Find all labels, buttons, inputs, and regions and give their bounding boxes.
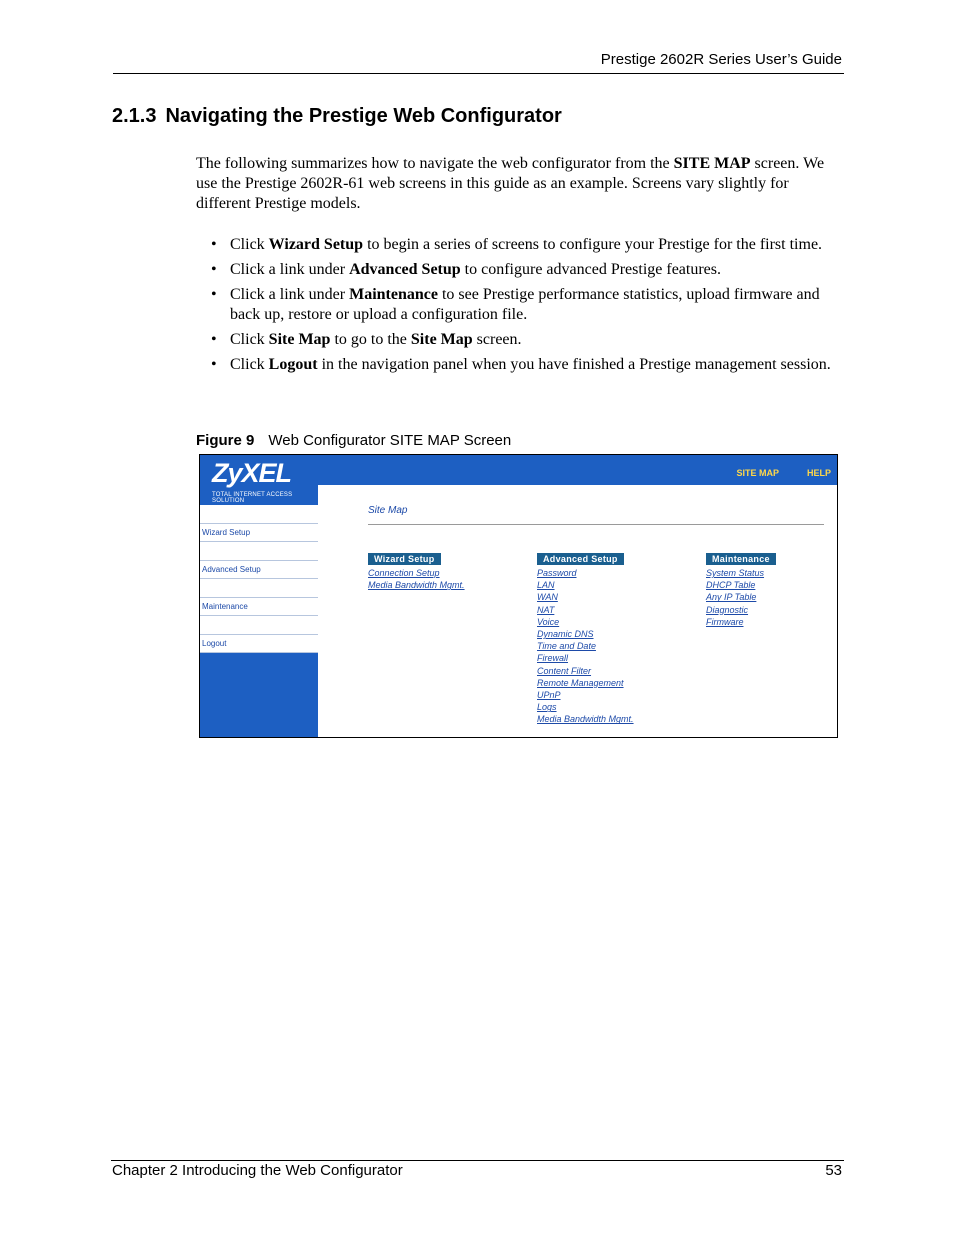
link-media-bandwidth-mgmt[interactable]: Media Bandwidth Mgmt. — [537, 714, 634, 725]
nav-item-advanced-setup[interactable]: Advanced Setup — [200, 561, 318, 579]
figure-title: Web Configurator SITE MAP Screen — [268, 432, 512, 449]
maintenance-heading: Maintenance — [706, 553, 776, 565]
link-system-status[interactable]: System Status — [706, 568, 765, 578]
maintenance-links — [706, 567, 776, 628]
bullet-dot: • — [211, 286, 217, 303]
running-header: Prestige 2602R Series User’s Guide — [600, 51, 842, 68]
bullet-text: Click — [230, 236, 269, 253]
nav-spacer — [200, 579, 318, 598]
navigation-bullet-list — [196, 235, 844, 380]
page-title: Site Map — [368, 505, 408, 516]
zyxel-logo: ZyXEL — [212, 458, 292, 488]
bullet-dot: • — [211, 236, 217, 253]
bullet-bold: Advanced Setup — [349, 261, 461, 278]
nav-menu — [200, 505, 318, 653]
nav-spacer — [200, 616, 318, 635]
bullet-item — [196, 260, 844, 280]
link-firewall[interactable]: Firewall — [537, 653, 569, 664]
bullet-text: screen. — [472, 331, 522, 348]
bullet-item — [196, 330, 844, 350]
intro-text-2: screen. We use the Prestige 2602R-61 web screens in this guide as an example. Screens vary slightly for different Prestige models. — [196, 155, 825, 212]
bullet-bold: Site Map — [268, 331, 331, 348]
bullet-dot: • — [211, 261, 217, 278]
bullet-bold: Wizard Setup — [268, 236, 364, 253]
link-password[interactable]: Password — [537, 568, 577, 578]
bullet-text: Click — [230, 331, 269, 348]
link-remote-management[interactable]: Remote Management — [537, 677, 624, 688]
bullet-text: Click a link under — [230, 261, 350, 278]
figure-label: Figure 9 — [196, 432, 255, 449]
page-number: 53 — [825, 1162, 842, 1179]
bullet-dot: • — [211, 356, 217, 373]
intro-paragraph — [196, 154, 844, 214]
bullet-item — [196, 235, 844, 255]
wizard-setup-heading: Wizard Setup — [368, 553, 441, 565]
wizard-setup-column — [368, 549, 465, 591]
bullet-item — [196, 355, 844, 375]
nav-item-logout[interactable]: Logout — [200, 635, 318, 653]
link-dhcp-table[interactable]: DHCP Table — [706, 580, 756, 591]
link-lan[interactable]: LAN — [537, 580, 555, 591]
header-rule — [113, 73, 844, 74]
bullet-text: Click — [230, 356, 269, 373]
bullet-text: to go to the — [330, 331, 411, 348]
link-content-filter[interactable]: Content Filter — [537, 665, 592, 676]
bullet-bold: Logout — [268, 356, 318, 373]
link-any-ip-table[interactable]: Any IP Table — [706, 592, 757, 603]
top-links — [708, 468, 831, 478]
link-media-bandwidth-mgmt[interactable]: Media Bandwidth Mgmt. — [368, 580, 465, 591]
link-voice[interactable]: Voice — [537, 616, 560, 627]
bullet-text: to begin a series of screens to configure your Prestige for the first time. — [363, 236, 823, 253]
top-banner — [318, 455, 837, 485]
advanced-setup-heading: Advanced Setup — [537, 553, 624, 565]
bullet-bold: Site Map — [410, 331, 473, 348]
section-title: Navigating the Prestige Web Configurator — [165, 105, 562, 127]
logo-tagline: TOTAL INTERNET ACCESS SOLUTION — [212, 492, 293, 504]
intro-text-1: The following summarizes how to navigate the web configurator from the — [196, 155, 674, 172]
help-link[interactable]: HELP — [806, 468, 831, 478]
logo-area — [200, 455, 318, 505]
bullet-text: to see Prestige performance statistics, upload firmware and back up, restore or upload a configuration file. — [230, 286, 820, 323]
bullet-text: Click a link under — [230, 286, 350, 303]
link-connection-setup[interactable]: Connection Setup — [368, 568, 440, 578]
site-map-screenshot — [199, 454, 838, 738]
advanced-setup-links — [537, 567, 634, 726]
nav-spacer — [200, 542, 318, 561]
figure-caption — [196, 432, 511, 449]
bullet-dot: • — [211, 331, 217, 348]
link-firmware[interactable]: Firmware — [706, 616, 744, 627]
link-logs[interactable]: Logs — [537, 702, 557, 713]
link-diagnostic[interactable]: Diagnostic — [706, 604, 749, 615]
bullet-text: to configure advanced Prestige features. — [460, 261, 722, 278]
section-number: 2.1.3 — [112, 105, 157, 127]
title-divider — [368, 524, 824, 525]
bullet-text: in the navigation panel when you have finished a Prestige management session. — [317, 356, 831, 373]
section-heading — [112, 105, 562, 128]
link-dynamic-dns[interactable]: Dynamic DNS — [537, 629, 594, 640]
bullet-item — [196, 285, 844, 325]
maintenance-column — [706, 549, 776, 628]
footer-rule — [111, 1160, 844, 1161]
wizard-setup-links — [368, 567, 465, 591]
link-wan[interactable]: WAN — [537, 592, 558, 603]
link-time-and-date[interactable]: Time and Date — [537, 641, 596, 652]
intro-bold-1: SITE MAP — [673, 155, 751, 172]
bullet-bold: Maintenance — [349, 286, 438, 303]
nav-item-wizard-setup[interactable]: Wizard Setup — [200, 524, 318, 542]
advanced-setup-column — [537, 549, 634, 726]
banner-curve — [318, 485, 837, 499]
nav-spacer — [200, 505, 318, 524]
link-nat[interactable]: NAT — [537, 604, 555, 615]
link-upnp[interactable]: UPnP — [537, 690, 561, 701]
footer-chapter: Chapter 2 Introducing the Web Configurator — [112, 1162, 403, 1179]
site-map-link[interactable]: SITE MAP — [736, 468, 779, 478]
nav-item-maintenance[interactable]: Maintenance — [200, 598, 318, 616]
